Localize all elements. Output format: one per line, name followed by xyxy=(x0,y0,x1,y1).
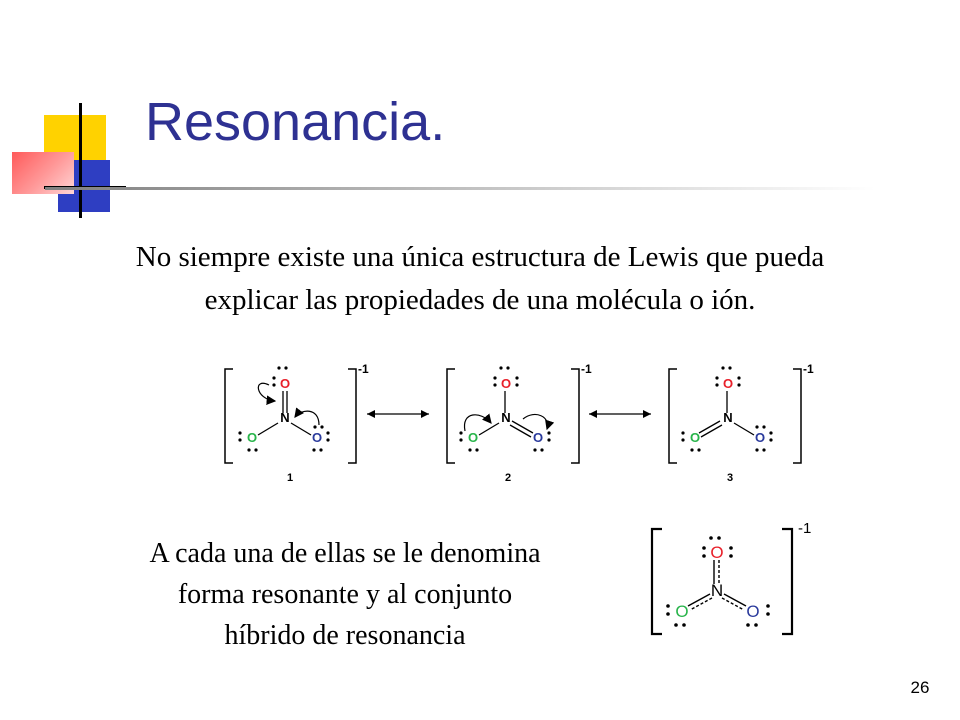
resonance-hybrid-figure xyxy=(640,510,830,645)
oxygen-left: O xyxy=(246,430,258,445)
bracket-right xyxy=(782,529,792,634)
structure-2 xyxy=(447,362,592,484)
hybrid-note xyxy=(60,533,630,656)
intro-text xyxy=(20,236,940,322)
note-line-2: forma resonante y al conjunto xyxy=(177,579,513,610)
hybrid-charge: -1 xyxy=(798,520,812,537)
note-line-1: A cada una de ellas se le denomina xyxy=(149,538,541,569)
oxygen-right: O xyxy=(311,430,323,445)
charge-label: -1 xyxy=(803,362,814,376)
nitrogen-atom: N xyxy=(723,410,733,425)
curved-arrow xyxy=(523,414,548,429)
charge-label: -1 xyxy=(581,362,592,376)
structure-number: 2 xyxy=(504,472,512,484)
slide-title: Resonancia. xyxy=(145,92,446,152)
intro-line-1: No siempre existe una única estructura de Lewis que pueda xyxy=(135,241,825,273)
hybrid-nitrogen: N xyxy=(710,581,724,600)
oxygen-top: O xyxy=(500,376,512,391)
nitrogen-atom: N xyxy=(280,410,290,425)
structure-number: 1 xyxy=(286,472,294,484)
structure-3 xyxy=(669,362,814,484)
structure-1 xyxy=(225,362,369,484)
title-underline xyxy=(45,187,875,190)
bracket-right xyxy=(793,369,801,463)
hybrid-oxygen-top: O xyxy=(710,543,724,562)
resonance-structures-figure xyxy=(215,355,825,495)
resonance-arrow xyxy=(367,410,429,418)
note-line-3: híbrido de resonancia xyxy=(224,620,466,651)
curved-arrow xyxy=(258,383,275,401)
bracket-right xyxy=(571,369,579,463)
bracket-left xyxy=(225,369,233,463)
bracket-right xyxy=(348,369,356,463)
hybrid-oxygen-left: O xyxy=(675,602,689,621)
curved-arrow xyxy=(464,415,491,431)
oxygen-top: O xyxy=(722,376,734,391)
oxygen-left: O xyxy=(689,430,701,445)
curved-arrow xyxy=(295,411,319,425)
nitrogen-atom: N xyxy=(501,410,511,425)
bracket-left xyxy=(447,369,455,463)
oxygen-left: O xyxy=(467,430,479,445)
oxygen-right: O xyxy=(754,430,766,445)
charge-label: -1 xyxy=(358,362,369,376)
structure-number: 3 xyxy=(726,472,734,484)
bracket-left xyxy=(652,529,662,634)
oxygen-top: O xyxy=(279,376,291,391)
page-number: 26 xyxy=(910,678,930,697)
intro-line-2: explicar las propiedades de una molécula o ión. xyxy=(204,284,756,316)
hybrid-oxygen-right: O xyxy=(746,602,760,621)
resonance-arrow xyxy=(589,410,651,418)
bracket-left xyxy=(669,369,677,463)
deco-vertical-line xyxy=(79,103,82,218)
oxygen-right: O xyxy=(532,430,544,445)
